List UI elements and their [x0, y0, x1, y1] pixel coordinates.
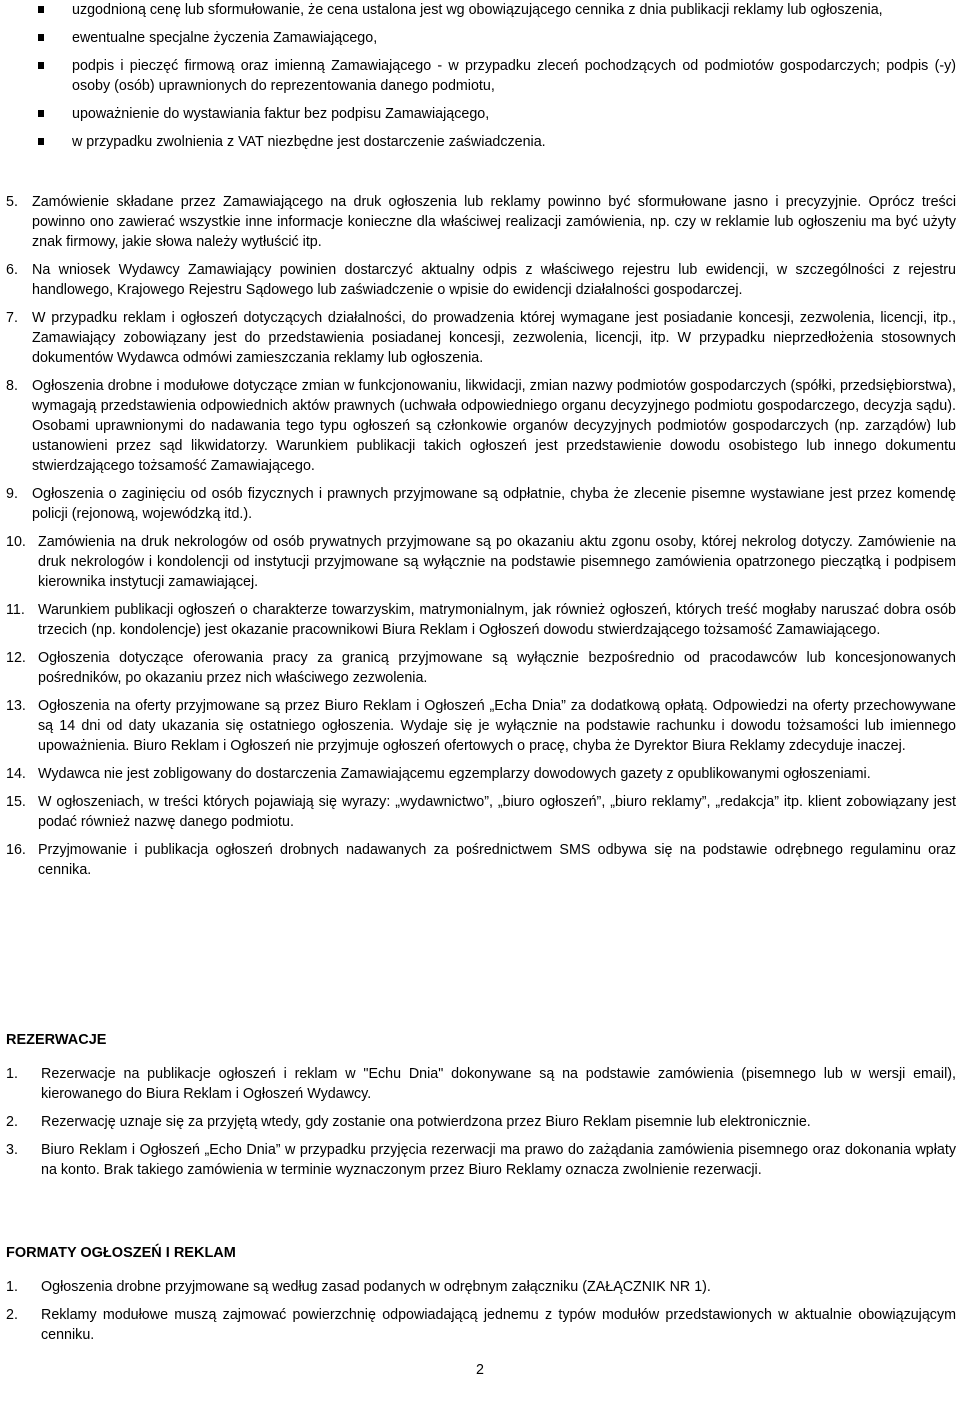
item-text: Ogłoszenia drobne przyjmowane są według zasad podanych w odrębnym załączniku (ZAŁĄCZNIK NR 1). [41, 1279, 711, 1295]
list-item [6, 1064, 956, 1104]
item-number: 13. [6, 698, 26, 714]
numbered-list [6, 192, 956, 888]
section-heading-formaty: FORMATY OGŁOSZEŃ I REKLAM [6, 1245, 236, 1261]
item-text: Przyjmowanie i publikacja ogłoszeń drobnych nadawanych za pośrednictwem SMS odbywa się na podstawie odrębnego regulaminu oraz cennika. [38, 842, 956, 878]
list-item: w przypadku zwolnienia z VAT niezbędne jest dostarczenie zaświadczenia. [38, 132, 956, 152]
list-item [6, 764, 956, 784]
item-number: 9. [6, 486, 18, 502]
list-item [6, 840, 956, 880]
item-text: W ogłoszeniach, w treści których pojawiają się wyrazy: „wydawnictwo”, „biuro ogłoszeń”, „biuro reklamy”, „redakcja” itp. klient zobowiązany jest podać również nazwę danego podmiotu. [38, 794, 956, 830]
item-text: Ogłoszenia o zaginięciu od osób fizycznych i prawnych przyjmowane są odpłatnie, chyba że zlecenie pisemne wystawiane jest przez komendę policji (rejonową, wojewódzką itd.). [32, 486, 956, 522]
list-item [6, 696, 956, 756]
item-number: 1. [6, 1279, 18, 1295]
item-number: 15. [6, 794, 26, 810]
list-item [6, 600, 956, 640]
item-text: Ogłoszenia dotyczące oferowania pracy za granicą przyjmowane są wyłącznie bezpośrednio od pracodawców lub koncesjonowanych pośredników, po okazaniu przez nich właściwego zezwolenia. [38, 650, 956, 686]
list-item [6, 484, 956, 524]
list-item [6, 1112, 956, 1132]
item-number: 10. [6, 534, 26, 550]
item-text: Rezerwację uznaje się za przyjętą wtedy, gdy zostanie ona potwierdzona przez Biuro Reklam pisemnie lub elektronicznie. [41, 1114, 811, 1130]
item-text: Rezerwacje na publikacje ogłoszeń i reklam w "Echu Dnia" dokonywane są na podstawie zamówienia (pisemnego lub w wersji email), kierowanego do Biura Reklam i Ogłoszeń Wydawcy. [41, 1066, 956, 1102]
bullet-square-icon [38, 62, 44, 69]
item-number: 11. [6, 602, 25, 618]
bullet-square-icon [38, 138, 44, 145]
list-item [6, 792, 956, 832]
item-number: 14. [6, 766, 26, 782]
item-text: Ogłoszenia drobne i modułowe dotyczące zmian w funkcjonowaniu, likwidacji, zmian nazwy podmiotów gospodarczych (spółki, przedsiębiorstwa), wymagają przedstawienia odpowiednich aktów prawnych (uchwała odpowiedniego organu decyzyjnego podmiotu gospodarczego, decyzja sądu). Osobami uprawnionymi do nadawania tego typu ogłoszeń są członkowie organów decyzyjnych podmiotów gospodarczych (np. zarządów) lub ustanowieni przez sąd likwidatorzy. Warunkiem publikacji takich ogłoszeń jest przedstawienie dowodu osobistego lub innego dokumentu stwierdzającego tożsamość Zamawiającego. [32, 378, 956, 474]
page-number: 2 [476, 1362, 484, 1378]
bullet-list [38, 0, 956, 160]
bullet-square-icon [38, 110, 44, 117]
item-text: W przypadku reklam i ogłoszeń dotyczących działalności, do prowadzenia której wymagane jest posiadanie koncesji, zezwolenia, licencji, itp., Zamawiający zobowiązany jest do przedstawienia posiadanej koncesji, zezwolenia, licencji, itp. W przypadku nieprzedłożenia stosownych dokumentów Wydawca odmówi zamieszczania reklamy lub ogłoszenia. [32, 310, 956, 366]
list-item [6, 308, 956, 368]
list-item [6, 1305, 956, 1345]
list-item: upoważnienie do wystawiania faktur bez podpisu Zamawiającego, [38, 104, 956, 124]
item-number: 16. [6, 842, 26, 858]
item-number: 7. [6, 310, 18, 326]
list-item [6, 532, 956, 592]
bullet-square-icon [38, 34, 44, 41]
item-number: 8. [6, 378, 18, 394]
item-text: Reklamy modułowe muszą zajmować powierzchnię odpowiadającą jednemu z typów modułów przedstawionych w aktualnie obowiązującym cenniku. [41, 1307, 956, 1343]
item-text: Zamówienia na druk nekrologów od osób prywatnych przyjmowane są po okazaniu aktu zgonu osoby, której nekrolog dotyczy. Zamówienie na druk nekrologów i kondolencji od instytucji przyjmowane są wyłącznie na podstawie pisemnego zamówienia opatrzonego pieczątką i podpisem kierownika instytucji zamawiającej. [38, 534, 956, 590]
list-item: ewentualne specjalne życzenia Zamawiającego, [38, 28, 956, 48]
item-number: 1. [6, 1066, 18, 1082]
list-item: podpis i pieczęć firmową oraz imienną Zamawiającego - w przypadku zleceń pochodzących od podmiotów gospodarczych; podpis (-y) osoby (osób) uprawnionych do reprezentowania danego podmiotu, [38, 56, 956, 96]
item-number: 5. [6, 194, 18, 210]
item-text: Warunkiem publikacji ogłoszeń o charakterze towarzyskim, matrymonialnym, jak również ogłoszeń, których treść mogłaby naruszać dobra osób trzecich (np. kondolencje) jest okazanie pracownikowi Biura Reklam i Ogłoszeń dowodu stwierdzającego tożsamość Zamawiającego. [38, 602, 956, 638]
list-item: uzgodnioną cenę lub sformułowanie, że cena ustalona jest wg obowiązującego cennika z dnia publikacji reklamy lub ogłoszenia, [38, 0, 956, 20]
formaty-list [6, 1277, 956, 1353]
item-text: Biuro Reklam i Ogłoszeń „Echo Dnia” w przypadku przyjęcia rezerwacji ma prawo do zażądania zamówienia pisemnego oraz dokonania wpłaty na konto. Brak takiego zamówienia w terminie wyznaczonym przez Biuro Reklamy oznacza zwolnienie rezerwacji. [41, 1142, 956, 1178]
item-number: 6. [6, 262, 18, 278]
list-item [6, 1277, 956, 1297]
item-number: 2. [6, 1307, 18, 1323]
section-heading-rezerwacje: REZERWACJE [6, 1032, 107, 1048]
list-item [6, 376, 956, 476]
item-text: Na wniosek Wydawcy Zamawiający powinien dostarczyć aktualny odpis z właściwego rejestru lub ewidencji, w szczególności z rejestru handlowego, Krajowego Rejestru Sądowego lub zaświadczenie o wpisie do ewidencji działalności gospodarczej. [32, 262, 956, 298]
item-text: Wydawca nie jest zobligowany do dostarczenia Zamawiającemu egzemplarzy dowodowych gazety z opublikowanymi ogłoszeniami. [38, 766, 871, 782]
item-number: 12. [6, 650, 26, 666]
item-text: Zamówienie składane przez Zamawiającego na druk ogłoszenia lub reklamy powinno być sformułowane jasno i precyzyjnie. Oprócz treści powinno ono zawierać wszystkie inne informacje konieczne dla właściwej realizacji zamówienia, np. czy w reklamie lub ogłoszeniu ma być użyty znak firmowy, jakie słowa należy wytłuścić itp. [32, 194, 956, 250]
item-number: 3. [6, 1142, 18, 1158]
rezerwacje-list [6, 1064, 956, 1188]
list-item [6, 192, 956, 252]
item-number: 2. [6, 1114, 18, 1130]
item-text: Ogłoszenia na oferty przyjmowane są przez Biuro Reklam i Ogłoszeń „Echa Dnia” za dodatkową opłatą. Odpowiedzi na oferty przechowywane są 14 dni od daty ukazania się ostatniego ogłoszenia. Wydaje się je wyłącznie na podstawie rachunku i dowodu tożsamości lub imiennego upoważnienia. Biuro Reklam i Ogłoszeń nie przyjmuje ogłoszeń ofertowych o pracę, chyba że Dyrektor Biura Reklamy zdecyduje inaczej. [38, 698, 956, 754]
list-item [6, 260, 956, 300]
list-item [6, 1140, 956, 1180]
list-item [6, 648, 956, 688]
bullet-square-icon [38, 6, 44, 13]
